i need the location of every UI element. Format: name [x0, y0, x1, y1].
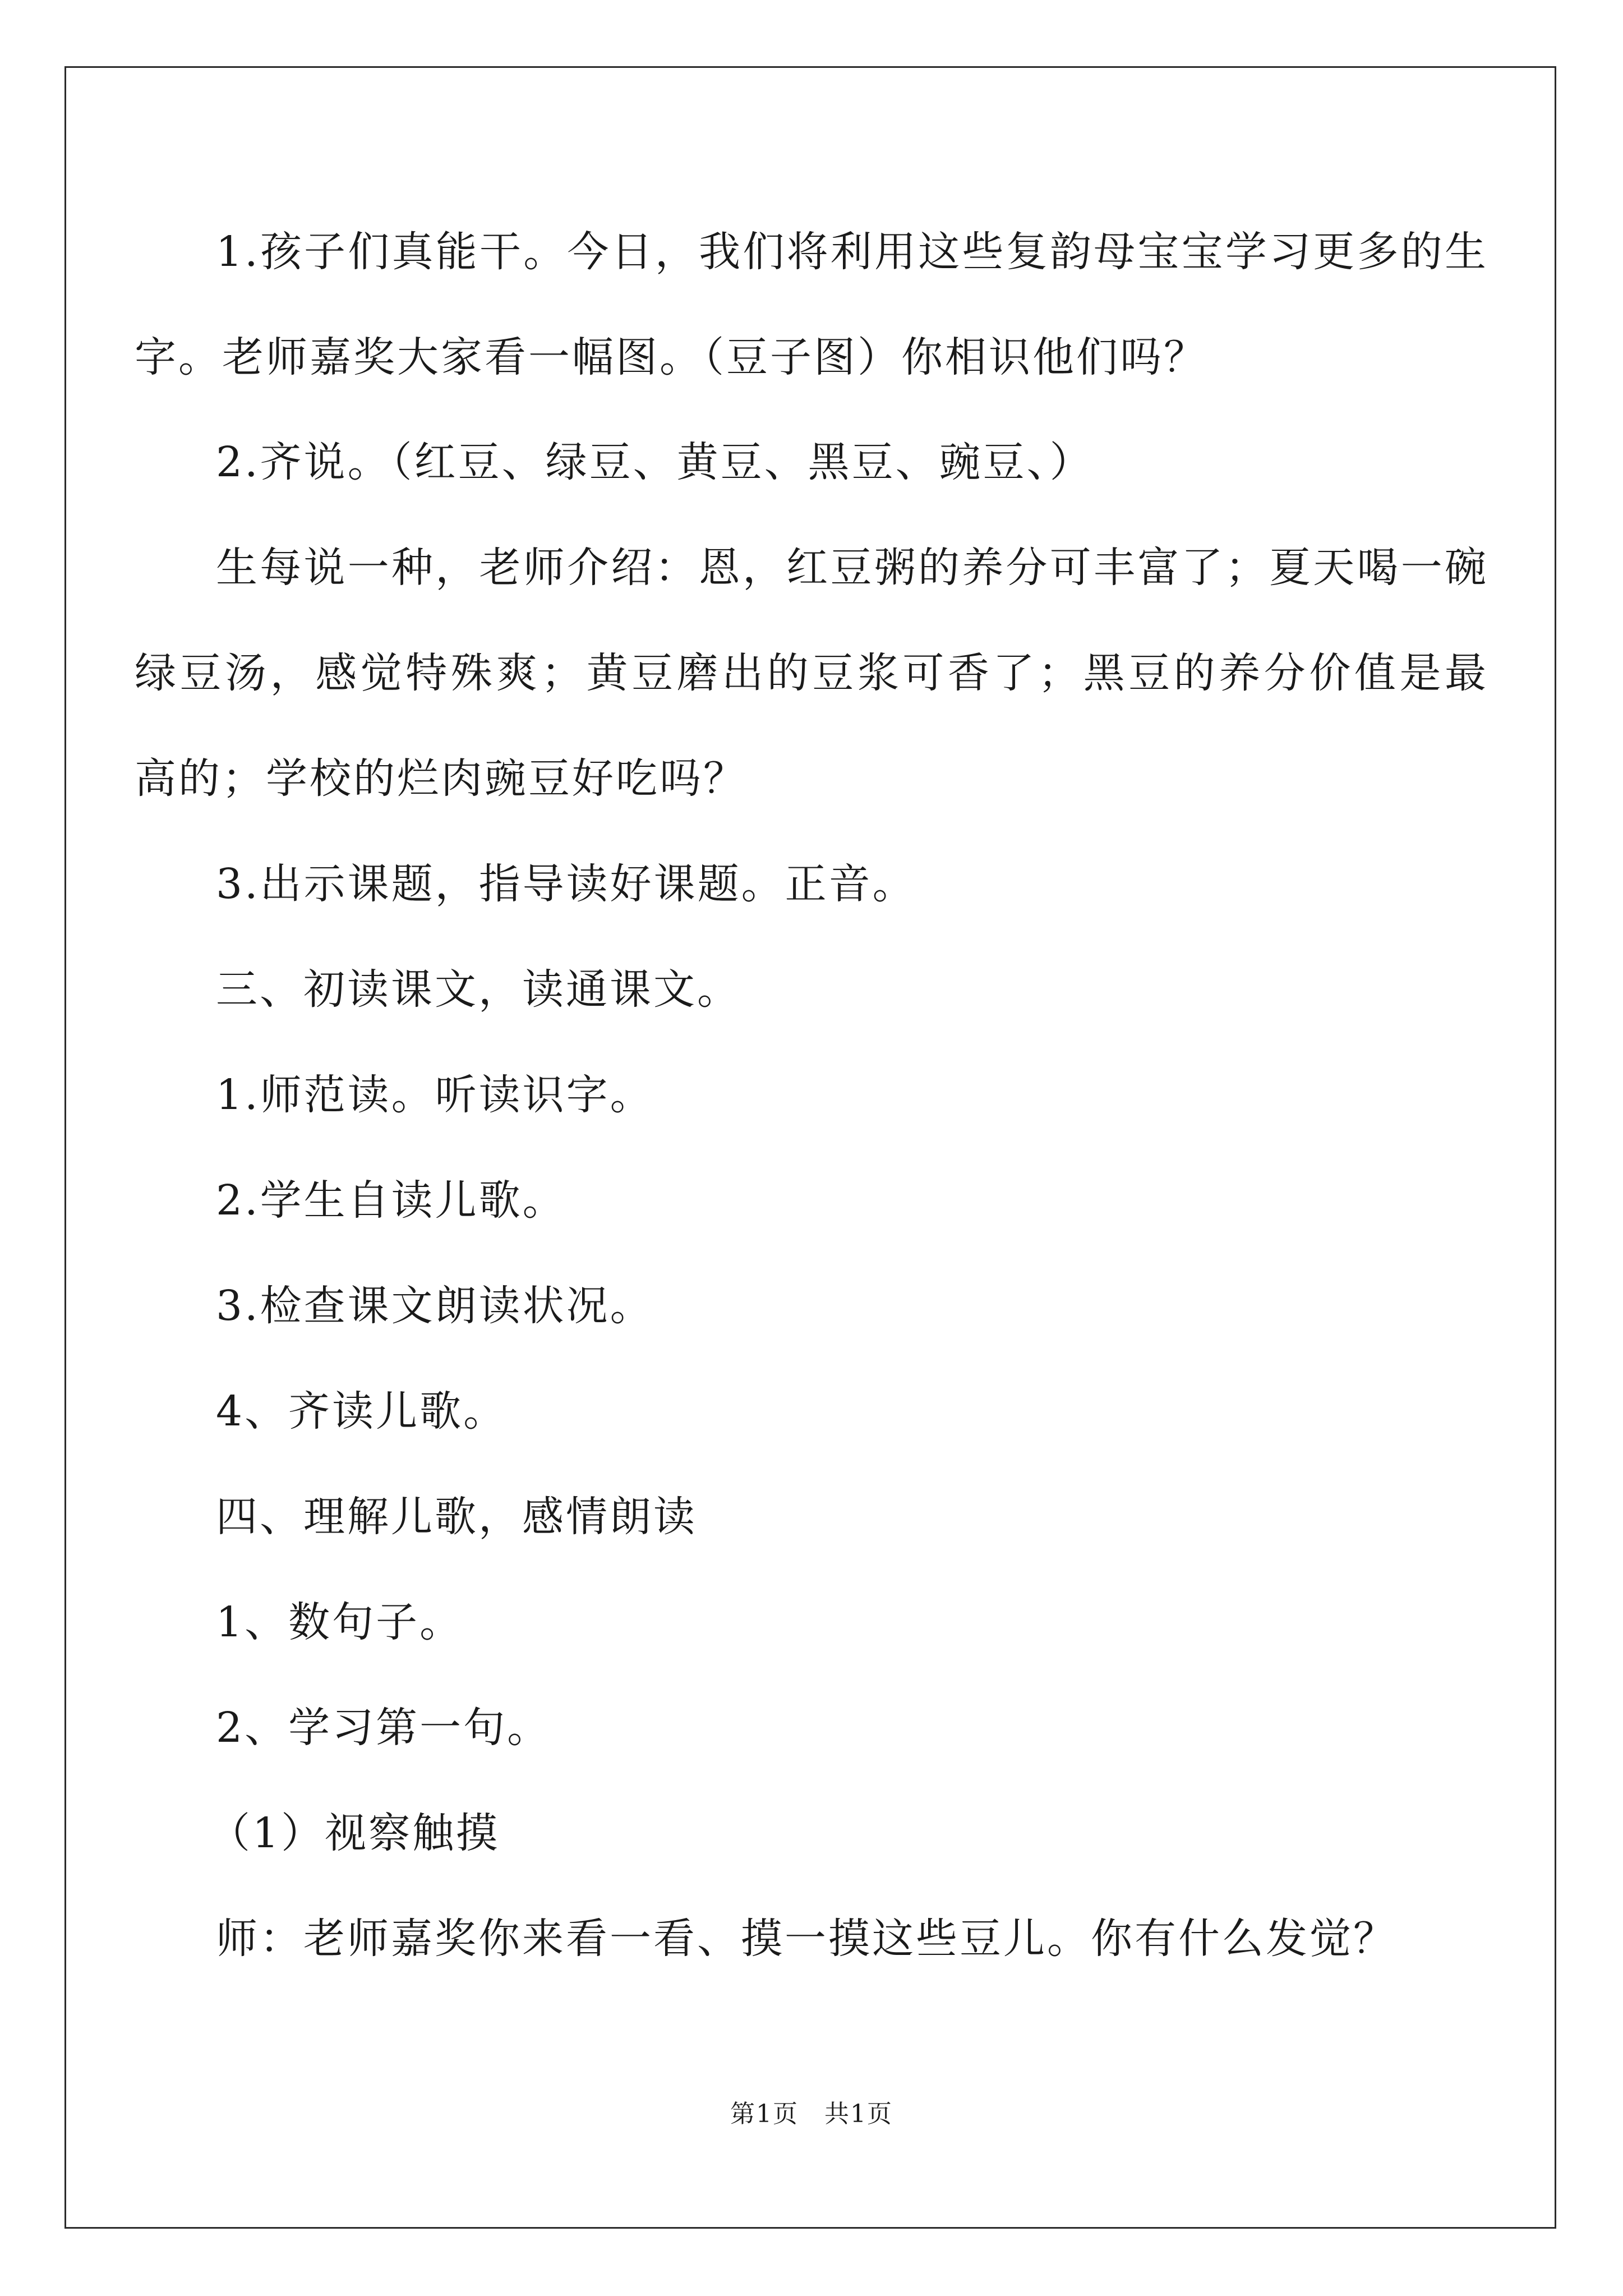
paragraph-7: 3.检查课文朗读状况。	[216, 1282, 654, 1330]
paragraph-11: （1）视察触摸	[209, 1809, 500, 1857]
section-heading-3: 三、初读课文，读通课文。	[216, 965, 741, 1014]
paragraph-2: 2.齐说。（红豆、绿豆、黄豆、黑豆、豌豆、）	[216, 438, 1094, 486]
paragraph-6: 2.学生自读儿歌。	[216, 1176, 566, 1225]
paragraph-3: 生每说一种，老师介绍：恩，红豆粥的养分可丰富了；夏天喝一碗绿豆汤，感觉特殊爽；黄豆磨出的豆浆可香了；黑豆的养分价值是最高的；学校的烂肉豌豆好吃吗？	[135, 544, 1488, 803]
page-footer: 第1页 共1页	[730, 2100, 893, 2128]
paragraph-12: 师：老师嘉奖你来看一看、摸一摸这些豆儿。你有什么发觉？	[216, 1915, 1397, 1963]
paragraph-8: 4、齐读儿歌。	[216, 1387, 508, 1435]
paragraph-9: 1、数句子。	[216, 1598, 464, 1646]
paragraph-4: 3.出示课题，指导读好课题。正音。	[216, 860, 916, 908]
paragraph-10: 2、学习第一句。	[216, 1704, 551, 1752]
paragraph-5: 1.师范读。听读识字。	[216, 1071, 654, 1119]
section-heading-4: 四、理解儿歌，感情朗读	[216, 1493, 697, 1541]
paragraph-1: 1.孩子们真能干。今日，我们将利用这些复韵母宝宝学习更多的生字。老师嘉奖大家看一幅图。（豆子图）你相识他们吗？	[135, 228, 1488, 381]
